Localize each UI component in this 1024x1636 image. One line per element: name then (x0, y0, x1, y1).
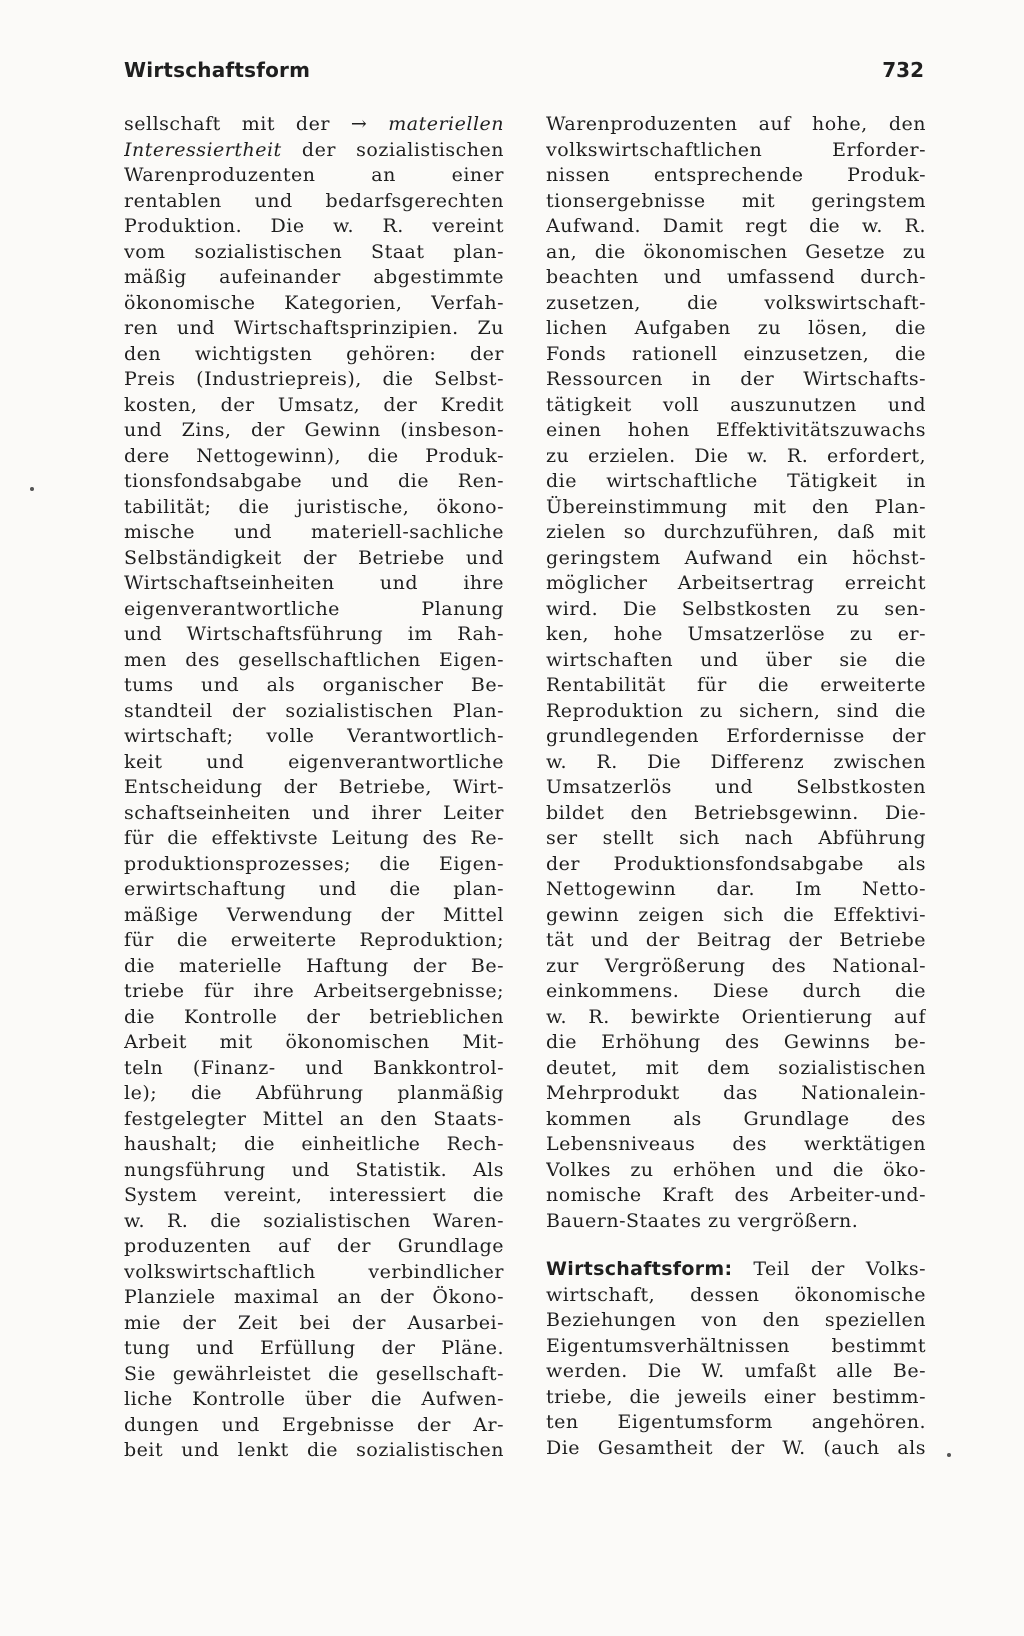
left-column (124, 112, 504, 1464)
text-line: w. R. die sozialistischen Waren- (124, 1209, 504, 1232)
text-line: System vereint, interessiert die (124, 1184, 504, 1206)
text-line: einen hohen Effektivitätszuwachs (546, 419, 926, 441)
text-line: le); die Abführung planmäßig (124, 1082, 504, 1104)
text-line: teln (Finanz- und Bankkontrol- (124, 1056, 504, 1079)
text-line: Rentabilität für die erweiterte (546, 674, 926, 696)
text-line: sellschaft mit der → materiellen (124, 113, 504, 135)
text-line: kosten, der Umsatz, der Kredit (124, 393, 504, 416)
text-line: rentablen und bedarfsgerechten (124, 189, 504, 212)
text-line: ren und Wirtschaftsprinzipien. Zu (124, 317, 504, 339)
text-line: volkswirtschaftlichen Erforder- (546, 138, 926, 161)
text-line: die Kontrolle der betrieblichen (124, 1005, 504, 1028)
text-line: mäßige Verwendung der Mittel (124, 903, 504, 926)
text-line: liche Kontrolle über die Aufwen- (124, 1388, 504, 1410)
text-line: ökonomische Kategorien, Verfah- (124, 291, 504, 314)
text-line: Fonds rationell einzusetzen, die (546, 342, 926, 365)
text-line: zu erzielen. Die w. R. erfordert, (546, 444, 926, 467)
text-line: tät und der Beitrag der Betriebe (546, 929, 926, 951)
text-line: triebe, die jeweils einer bestimm- (546, 1385, 926, 1408)
text-line: nungsführung und Statistik. Als (124, 1158, 504, 1181)
text-line: die Erhöhung des Gewinns be- (546, 1031, 926, 1053)
right-column (546, 112, 926, 1461)
text-line: Sie gewährleistet die gesellschaft- (124, 1362, 504, 1385)
text-line: wirtschaft; volle Verantwortlich- (124, 725, 504, 747)
text-line: beit und lenkt die sozialistischen (124, 1439, 504, 1461)
text-line: Warenproduzenten auf hohe, den (546, 113, 926, 135)
entry-body (546, 1283, 926, 1462)
cross-reference: Interessiertheit (124, 138, 282, 161)
entry-first-line-text: Teil der Volks- (732, 1258, 926, 1280)
text-line: volkswirtschaftlich verbindlicher (124, 1260, 504, 1283)
text-line: Produktion. Die w. R. vereint (124, 215, 504, 237)
text-line: ten Eigentumsform angehören. (546, 1411, 926, 1433)
text-line: tionsfondsabgabe und die Ren- (124, 470, 504, 492)
text-line: Entscheidung der Betriebe, Wirt- (124, 776, 504, 798)
text-line: deutet, mit dem sozialistischen (546, 1056, 926, 1079)
page-header (124, 58, 924, 90)
text-line: w. R. bewirkte Orientierung auf (546, 1005, 926, 1028)
text-line: für die erweiterte Reproduktion; (124, 929, 504, 951)
text-line: tung und Erfüllung der Pläne. (124, 1337, 504, 1359)
text-line: tionsergebnisse mit geringstem (546, 189, 926, 212)
text-line: für die effektivste Leitung des Re- (124, 827, 504, 849)
page-number: 732 (882, 58, 924, 82)
text-line: w. R. Die Differenz zwischen (546, 750, 926, 773)
text-line: Mehrprodukt das Nationalein- (546, 1082, 926, 1104)
scan-speck (947, 1453, 951, 1457)
text-line: Übereinstimmung mit den Plan- (546, 495, 926, 518)
text-line: werden. Die W. umfaßt alle Be- (546, 1360, 926, 1382)
text-line: wird. Die Selbstkosten zu sen- (546, 597, 926, 620)
text-line: wirtschaften und über sie die (546, 648, 926, 671)
text-line: kommen als Grundlage des (546, 1107, 926, 1130)
text-line: keit und eigenverantwortliche (124, 750, 504, 773)
text-line: produktionsprozesses; die Eigen- (124, 852, 504, 875)
text-line: an, die ökonomischen Gesetze zu (546, 240, 926, 263)
text-line: mie der Zeit bei der Ausarbei- (124, 1311, 504, 1334)
text-line: Ressourcen in der Wirtschafts- (546, 368, 926, 390)
text-line: nomische Kraft des Arbeiter-und- (546, 1184, 926, 1206)
cross-reference: materiellen (388, 113, 504, 135)
text-line: tabilität; die juristische, ökono- (124, 495, 504, 518)
entry-term: Wirtschaftsform: (546, 1258, 733, 1280)
text-line: Umsatzerlös und Selbstkosten (546, 776, 926, 798)
text-line: Warenproduzenten an einer (124, 164, 504, 186)
text-line: standteil der sozialistischen Plan- (124, 699, 504, 722)
entry-first-line (546, 1257, 926, 1283)
text-line: die wirtschaftliche Tätigkeit in (546, 470, 926, 492)
text-line: erwirtschaftung und die plan- (124, 878, 504, 900)
text-line: Aufwand. Damit regt die w. R. (546, 215, 926, 237)
text-line: festgelegter Mittel an den Staats- (124, 1107, 504, 1130)
text-line: Reproduktion zu sichern, sind die (546, 699, 926, 722)
text-line: Wirtschaftseinheiten und ihre (124, 572, 504, 594)
scan-speck (30, 487, 34, 491)
text-line: ser stellt sich nach Abführung (546, 827, 926, 849)
text-line: eigenverantwortliche Planung (124, 597, 504, 620)
text-line: Lebensniveaus des werktätigen (546, 1133, 926, 1155)
text-line: und Zins, der Gewinn (insbeson- (124, 419, 504, 441)
text-line: zielen so durchzuführen, daß mit (546, 521, 926, 543)
text-line: triebe für ihre Arbeitsergebnisse; (124, 980, 504, 1002)
text-line: Die Gesamtheit der W. (auch als (546, 1436, 926, 1459)
text-line: Planziele maximal an der Ökono- (124, 1286, 504, 1308)
text-line: Interessiertheit der sozialistischen (124, 138, 504, 161)
text-line: wirtschaft, dessen ökonomische (546, 1283, 926, 1306)
text-line: lichen Aufgaben zu lösen, die (546, 317, 926, 339)
text-line: bildet den Betriebsgewinn. Die- (546, 801, 926, 824)
text-line: geringstem Aufwand ein höchst- (546, 546, 926, 569)
text-line: haushalt; die einheitliche Rech- (124, 1133, 504, 1155)
text-line: ken, hohe Umsatzerlöse zu er- (546, 623, 926, 645)
entry-spacer (546, 1234, 926, 1257)
text-line: Eigentumsverhältnissen bestimmt (546, 1334, 926, 1357)
text-line: Beziehungen von den speziellen (546, 1309, 926, 1331)
text-line: mische und materiell-sachliche (124, 521, 504, 543)
text-line: men des gesellschaftlichen Eigen- (124, 648, 504, 671)
text-line: einkommens. Diese durch die (546, 980, 926, 1002)
text-line: die materielle Haftung der Be- (124, 954, 504, 977)
text-line: nissen entsprechende Produk- (546, 164, 926, 186)
text-line: möglicher Arbeitsertrag erreicht (546, 572, 926, 594)
text-line: und Wirtschaftsführung im Rah- (124, 623, 504, 645)
text-line: dungen und Ergebnisse der Ar- (124, 1413, 504, 1436)
text-line: zur Vergrößerung des National- (546, 954, 926, 977)
running-head: Wirtschaftsform (124, 58, 311, 82)
text-line: Preis (Industriepreis), die Selbst- (124, 368, 504, 390)
text-line: schaftseinheiten und ihrer Leiter (124, 801, 504, 824)
text-line: produzenten auf der Grundlage (124, 1235, 504, 1257)
text-line: der Produktionsfondsabgabe als (546, 852, 926, 875)
text-line: Bauern-Staates zu vergrößern. (546, 1209, 859, 1232)
right-column-body (546, 112, 926, 1234)
text-line: beachten und umfassend durch- (546, 266, 926, 288)
text-line: grundlegenden Erfordernisse der (546, 725, 926, 747)
text-line: Nettogewinn dar. Im Netto- (546, 878, 926, 900)
text-line: vom sozialistischen Staat plan- (124, 240, 504, 263)
text-line: dere Nettogewinn), die Produk- (124, 444, 504, 467)
text-line: tätigkeit voll auszunutzen und (546, 393, 926, 416)
text-line: den wichtigsten gehören: der (124, 342, 504, 365)
text-line: gewinn zeigen sich die Effektivi- (546, 903, 926, 926)
text-line: tums und als organischer Be- (124, 674, 504, 696)
text-line: Selbständigkeit der Betriebe und (124, 546, 504, 569)
text-line: mäßig aufeinander abgestimmte (124, 266, 504, 288)
text-line: Arbeit mit ökonomischen Mit- (124, 1031, 504, 1053)
text-line: zusetzen, die volkswirtschaft- (546, 291, 926, 314)
text-line: Volkes zu erhöhen und die öko- (546, 1158, 926, 1181)
